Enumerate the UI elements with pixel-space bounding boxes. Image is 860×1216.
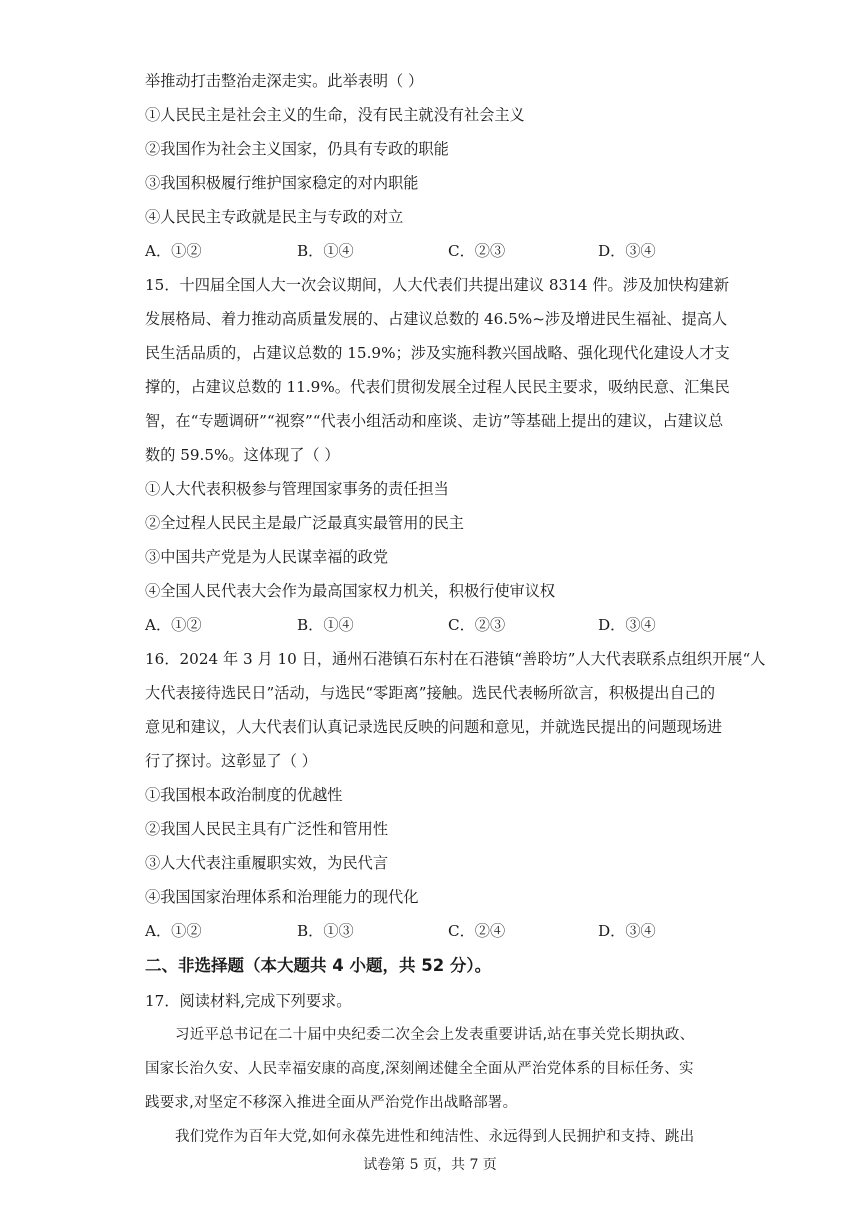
q16-stem-line: 16．2024 年 3 月 10 日，通州石港镇石东村在石港镇“善聆坊”人大代表联系点组织开展“人: [145, 650, 766, 668]
section-2-title: 二、非选择题（本大题共 4 小题，共 52 分）。: [145, 956, 492, 975]
q15-statement-1: ①人大代表积极参与管理国家事务的责任担当: [145, 480, 449, 498]
q15-stem-line: 发展格局、着力推动高质量发展的、占建议总数的 46.5%~涉及增进民生福祉、提高人: [145, 310, 728, 328]
q15-stem-line: 15．十四届全国人大一次会议期间，人大代表们共提出建议 8314 件。涉及加快构建新: [145, 276, 730, 294]
q16-stem-line: 大代表接待选民日”活动，与选民“零距离”接触。选民代表畅所欲言，积极提出自己的: [145, 684, 716, 702]
q17-passage-line: 国家长治久安、人民幸福安康的高度,深刻阐述健全全面从严治党体系的目标任务、实: [145, 1061, 694, 1077]
q16-statement-3: ③人大代表注重履职实效，为民代言: [145, 854, 388, 872]
q15-option-d[interactable]: D．③④: [598, 616, 656, 634]
q15-option-b[interactable]: B．①④: [297, 616, 354, 634]
q14-option-b[interactable]: B．①④: [297, 242, 354, 260]
q15-options: [145, 608, 720, 642]
q16-option-a[interactable]: A．①②: [145, 922, 202, 940]
q15-option-a[interactable]: A．①②: [145, 616, 202, 634]
q14-option-c[interactable]: C．②③: [448, 242, 506, 260]
q16-option-b[interactable]: B．①③: [297, 922, 354, 940]
q14-option-a[interactable]: A．①②: [145, 242, 202, 260]
q15-statement-4: ④全国人民代表大会作为最高国家权力机关，积极行使审议权: [145, 582, 556, 600]
page-content: [145, 64, 766, 1154]
q14-statement-3: ③我国积极履行维护国家稳定的对内职能: [145, 174, 419, 192]
q15-stem-line: 数的 59.5%。这体现了（ ）: [145, 446, 340, 464]
question-14-stem-tail: 举推动打击整治走深走实。此举表明（ ）: [145, 72, 424, 90]
q16-stem-line: 行了探讨。这彰显了（ ）: [145, 752, 317, 770]
q15-stem-line: 撑的，占建议总数的 11.9%。代表们贯彻发展全过程人民民主要求，吸纳民意、汇集民: [145, 378, 730, 396]
q14-statement-1: ①人民民主是社会主义的生命，没有民主就没有社会主义: [145, 106, 525, 124]
q16-stem-line: 意见和建议，人大代表们认真记录选民反映的问题和意见，并就选民提出的问题现场进: [145, 718, 723, 736]
q17-passage-line: 习近平总书记在二十届中央纪委二次全会上发表重要讲话,站在事关党长期执政、: [175, 1027, 695, 1043]
q15-stem-line: 民生活品质的，占建议总数的 15.9%；涉及实施科教兴国战略、强化现代化建设人才支: [145, 344, 730, 362]
q16-option-c[interactable]: C．②④: [448, 922, 506, 940]
q14-option-d[interactable]: D．③④: [598, 242, 656, 260]
q15-statement-3: ③中国共产党是为人民谋幸福的政党: [145, 548, 388, 566]
q17-prompt: 17．阅读材料,完成下列要求。: [145, 992, 352, 1010]
q15-option-c[interactable]: C．②③: [448, 616, 506, 634]
q15-statement-2: ②全过程人民民主是最广泛最真实最管用的民主: [145, 514, 464, 532]
q16-statement-4: ④我国国家治理体系和治理能力的现代化: [145, 888, 419, 906]
q14-options: [145, 234, 720, 268]
q17-passage-line: 践要求,对坚定不移深入推进全面从严治党作出战略部署。: [145, 1095, 518, 1111]
q16-statement-2: ②我国人民民主具有广泛性和管用性: [145, 820, 388, 838]
q14-statement-2: ②我国作为社会主义国家，仍具有专政的职能: [145, 140, 449, 158]
q16-option-d[interactable]: D．③④: [598, 922, 656, 940]
q14-statement-4: ④人民民主专政就是民主与专政的对立: [145, 208, 404, 226]
page-footer: 试卷第 5 页，共 7 页: [363, 1157, 497, 1173]
q16-statement-1: ①我国根本政治制度的优越性: [145, 786, 343, 804]
q17-passage-line: 我们党作为百年大党,如何永葆先进性和纯洁性、永远得到人民拥护和支持、跳出: [175, 1129, 695, 1145]
q15-stem-line: 智，在“专题调研”“视察”“代表小组活动和座谈、走访”等基础上提出的建议，占建议总: [145, 412, 724, 430]
q16-options: [145, 914, 720, 948]
